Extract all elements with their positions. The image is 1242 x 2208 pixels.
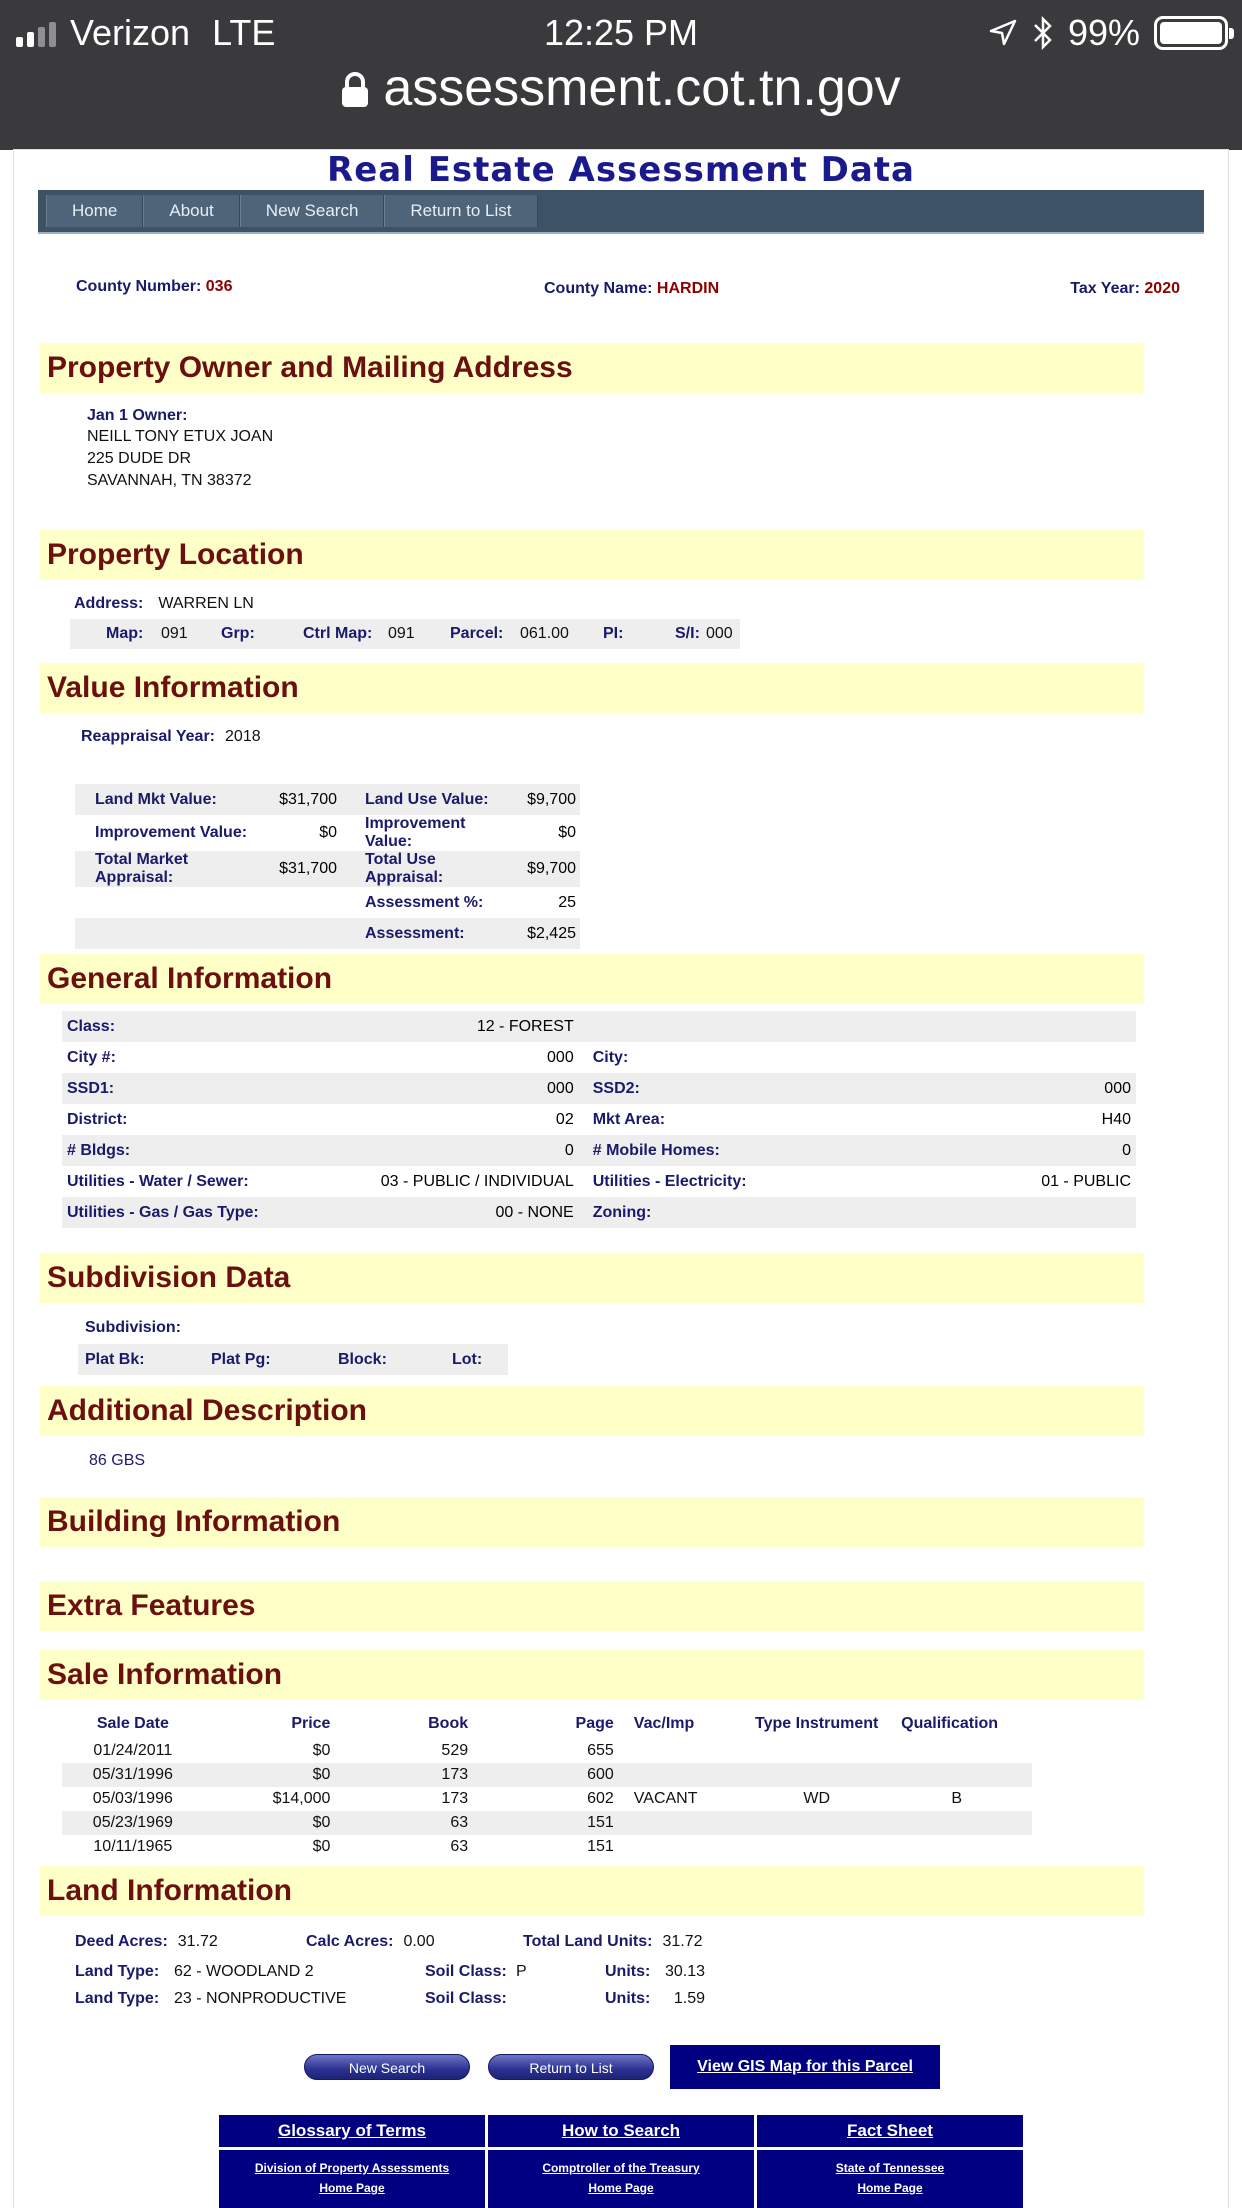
owner-name: NEILL TONY ETUX JOAN: [87, 428, 274, 445]
value-amount: [265, 918, 345, 949]
nav-new-search[interactable]: New Search: [240, 195, 385, 227]
sale-cell: $0: [312, 1838, 331, 1855]
value-label: Total Use Appraisal:: [365, 851, 444, 886]
land-total-units: Total Land Units: 31.72: [523, 1933, 703, 1950]
section-value: Value Information: [40, 663, 1144, 713]
web-page: [14, 150, 1228, 2208]
sale-header-row: Sale Date Price Book Page Vac/Imp Type Instrument Qualification: [96, 1714, 999, 1732]
soil-class-label: Soil Class:: [425, 1990, 507, 2007]
sale-cell: 151: [587, 1814, 614, 1831]
general-label: Utilities - Water / Sewer:: [67, 1172, 249, 1190]
section-land: Land Information: [40, 1866, 1144, 1916]
general-value: 02: [555, 1110, 574, 1128]
sale-cell: [732, 1835, 901, 1859]
lock-icon: [341, 72, 369, 108]
footer-fact-sheet-link[interactable]: Fact Sheet: [757, 2115, 1023, 2147]
land-calc-acres: Calc Acres: 0.00: [306, 1933, 435, 1950]
value-amount: [265, 887, 345, 918]
soil-class-value: P: [516, 1963, 527, 1980]
sale-cell: [732, 1763, 901, 1787]
new-search-button[interactable]: New Search: [304, 2054, 470, 2080]
general-row: [62, 1166, 1136, 1197]
battery-percent: 99%: [1067, 12, 1140, 53]
general-row: [62, 1197, 1136, 1228]
sale-cell: [618, 1835, 732, 1859]
general-label: Zoning:: [592, 1203, 652, 1221]
units-label: Units:: [605, 1990, 651, 2007]
owner-city: SAVANNAH, TN 38372: [87, 472, 252, 489]
value-amount: $0: [319, 824, 337, 841]
general-value: 0: [564, 1141, 574, 1159]
land-type-value: 62 - WOODLAND 2: [174, 1963, 314, 1980]
general-label: City #:: [67, 1048, 116, 1066]
general-row: [62, 1104, 1136, 1135]
general-row: [62, 1073, 1136, 1104]
location-parcel-row: Map: 091 Grp: Ctrl Map: 091 Parcel: 061.00 PI: S/I: 000: [70, 619, 740, 649]
section-location: Property Location: [40, 530, 1144, 580]
return-to-list-button[interactable]: Return to List: [488, 2054, 654, 2080]
value-table: [75, 784, 580, 949]
value-row: [75, 815, 580, 851]
sale-table: [62, 1708, 1032, 1859]
units-value: 1.59: [673, 1990, 705, 2007]
footer-how-to-search-link[interactable]: How to Search: [488, 2115, 754, 2147]
sale-cell: [732, 1739, 901, 1763]
footer-division-link[interactable]: Division of Property Assessments Home Page: [219, 2150, 485, 2208]
sale-cell: [618, 1811, 732, 1835]
general-value: [862, 1197, 1136, 1228]
sale-row: [62, 1763, 1032, 1787]
sale-cell: 01/24/2011: [93, 1742, 173, 1759]
sale-cell: 63: [450, 1838, 469, 1855]
land-type-row: [75, 1990, 775, 2014]
value-amount: $31,700: [279, 860, 337, 877]
general-label: # Bldgs:: [67, 1141, 131, 1159]
value-label: Land Use Value:: [365, 790, 489, 808]
value-amount: $2,425: [527, 924, 576, 942]
land-type-value: 23 - NONPRODUCTIVE: [174, 1990, 347, 2007]
subdivision-label: Subdivision:: [85, 1319, 181, 1336]
section-subdivision: Subdivision Data: [40, 1253, 1144, 1303]
general-label: Mkt Area:: [592, 1110, 666, 1128]
gis-map-button[interactable]: View GIS Map for this Parcel: [670, 2045, 940, 2089]
general-label: # Mobile Homes:: [592, 1141, 720, 1159]
general-label: District:: [67, 1110, 128, 1128]
sale-row: [62, 1811, 1032, 1835]
general-table: [62, 1011, 1136, 1228]
location-address: Address: WARREN LN: [74, 595, 254, 612]
battery-icon: [1154, 16, 1228, 50]
sale-cell: 10/11/1965: [93, 1838, 173, 1855]
footer-glossary-link[interactable]: Glossary of Terms: [219, 2115, 485, 2147]
land-type-label: Land Type:: [75, 1990, 160, 2007]
value-amount: $9,700: [527, 790, 576, 808]
sale-cell: [618, 1763, 732, 1787]
address-bar[interactable]: [0, 58, 1242, 118]
sale-cell: 173: [441, 1766, 469, 1783]
general-row-class: Class: 12 - FOREST: [62, 1011, 1136, 1042]
owner-street: 225 DUDE DR: [87, 450, 192, 467]
general-value: 000: [1104, 1079, 1131, 1097]
value-row: [75, 887, 580, 918]
section-sale: Sale Information: [40, 1650, 1144, 1700]
subdivision-plat-row: Plat Bk: Plat Pg: Block: Lot:: [78, 1344, 508, 1375]
general-value: 00 - NONE: [495, 1203, 574, 1221]
sale-cell: 151: [587, 1838, 614, 1855]
bluetooth-icon: [1032, 16, 1054, 50]
section-additional: Additional Description: [40, 1386, 1144, 1436]
nav-home[interactable]: Home: [46, 195, 143, 227]
location-arrow-icon: [988, 18, 1018, 48]
owner-label: Jan 1 Owner:: [87, 407, 188, 424]
banner-title: Real Estate Assessment Data: [327, 150, 915, 190]
sale-cell: [901, 1739, 1032, 1763]
nav-about[interactable]: About: [143, 195, 239, 227]
soil-class-label: Soil Class:: [425, 1963, 507, 1980]
value-label: Land Mkt Value:: [95, 790, 217, 808]
county-name: County Name: HARDIN: [544, 280, 720, 297]
sale-cell: [901, 1763, 1032, 1787]
sale-cell: B: [951, 1790, 962, 1807]
general-label: SSD2:: [592, 1079, 640, 1097]
sale-row: [62, 1787, 1032, 1811]
value-amount: $9,700: [527, 860, 576, 877]
additional-description: 86 GBS: [89, 1452, 146, 1469]
footer-comptroller-link[interactable]: Comptroller of the Treasury Home Page: [488, 2150, 754, 2208]
sale-cell: 63: [450, 1814, 469, 1831]
footer-state-link[interactable]: State of Tennessee Home Page: [757, 2150, 1023, 2208]
general-label: Utilities - Gas / Gas Type:: [67, 1203, 259, 1221]
url-text: assessment.cot.tn.gov: [383, 59, 901, 117]
general-value: 0: [1122, 1141, 1131, 1159]
carrier-name: Verizon: [70, 12, 191, 53]
general-label: City:: [592, 1048, 629, 1066]
sale-cell: 05/23/1969: [92, 1814, 173, 1831]
land-type-label: Land Type:: [75, 1963, 160, 1980]
general-label: Utilities - Electricity:: [592, 1172, 747, 1190]
clock: 12:25 PM: [543, 12, 699, 53]
section-extra: Extra Features: [40, 1581, 1144, 1631]
sale-cell: $0: [312, 1742, 331, 1759]
sale-cell: 602: [587, 1790, 614, 1807]
value-label: Improvement Value:: [365, 815, 466, 850]
sale-cell: 05/31/1996: [92, 1766, 173, 1783]
value-amount: 25: [558, 893, 576, 911]
value-amount: $0: [558, 824, 576, 841]
sale-cell: 529: [441, 1742, 469, 1759]
value-label: Total Market Appraisal:: [95, 851, 189, 886]
tax-year: Tax Year: 2020: [1070, 280, 1180, 297]
general-value: 000: [547, 1079, 574, 1097]
sale-cell: 655: [587, 1742, 614, 1759]
units-value: 30.13: [664, 1963, 705, 1980]
land-type-row: [75, 1963, 775, 1987]
general-value: H40: [1101, 1110, 1131, 1128]
section-building: Building Information: [40, 1497, 1144, 1547]
sale-cell: [618, 1739, 732, 1763]
value-row: [75, 851, 580, 887]
value-label: Improvement Value:: [95, 824, 248, 841]
general-value: 03 - PUBLIC / INDIVIDUAL: [380, 1172, 574, 1190]
general-value: 000: [547, 1048, 574, 1066]
sale-cell: [901, 1835, 1032, 1859]
value-row: [75, 784, 580, 815]
county-number: County Number: 036: [76, 278, 233, 295]
sale-cell: [901, 1811, 1032, 1835]
general-value: 01 - PUBLIC: [1041, 1172, 1131, 1190]
general-label: SSD1:: [67, 1079, 115, 1097]
value-label: Assessment %:: [365, 893, 484, 911]
nav-return-to-list[interactable]: Return to List: [384, 195, 537, 227]
top-nav: [38, 190, 1204, 234]
sale-row: [62, 1835, 1032, 1859]
land-deed-acres: Deed Acres: 31.72: [75, 1933, 218, 1950]
value-label: [75, 918, 265, 949]
sale-cell: WD: [803, 1790, 831, 1807]
network-type: LTE: [212, 12, 276, 53]
general-row: [62, 1135, 1136, 1166]
sale-cell: $14,000: [272, 1790, 331, 1807]
section-owner: Property Owner and Mailing Address: [40, 343, 1144, 393]
units-label: Units:: [605, 1963, 651, 1980]
value-label: Assessment:: [365, 924, 465, 942]
sale-cell: 05/03/1996: [92, 1790, 173, 1807]
general-row: [62, 1042, 1136, 1073]
sale-cell: $0: [312, 1814, 331, 1831]
browser-status-bar: [0, 0, 1242, 150]
sale-cell: $0: [312, 1766, 331, 1783]
value-amount: $31,700: [279, 790, 337, 808]
sale-row: [62, 1739, 1032, 1763]
sale-cell: VACANT: [633, 1790, 698, 1807]
value-label: [75, 887, 265, 918]
value-row: [75, 918, 580, 949]
general-value: [862, 1042, 1136, 1073]
site-banner: [14, 150, 1228, 190]
reappraisal-year: Reappraisal Year: 2018: [81, 728, 261, 745]
sale-cell: 600: [587, 1766, 614, 1783]
section-general: General Information: [40, 954, 1144, 1004]
sale-cell: 173: [441, 1790, 469, 1807]
sale-cell: [732, 1811, 901, 1835]
